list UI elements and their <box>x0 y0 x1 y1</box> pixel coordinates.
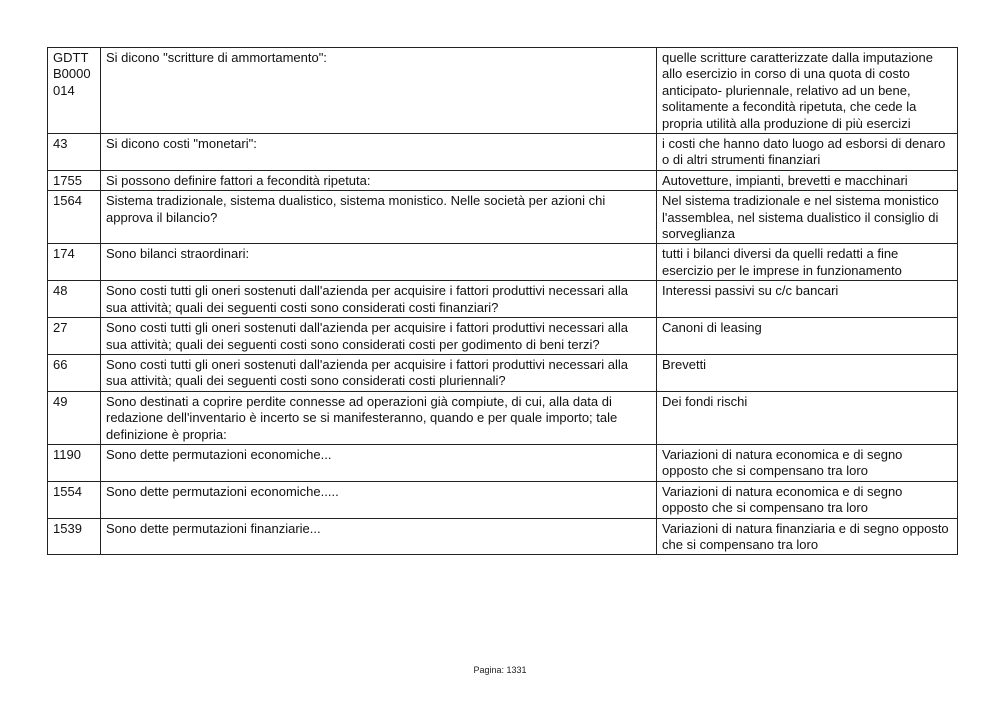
answer-text-cell: i costi che hanno dato luogo ad esborsi di denaro o di altri strumenti finanziari <box>657 134 958 171</box>
question-code-cell: 1554 <box>48 481 101 518</box>
table-row <box>48 281 958 318</box>
question-code-cell: 66 <box>48 354 101 391</box>
answer-text-cell: Nel sistema tradizionale e nel sistema monistico l'assemblea, nel sistema dualistico il consiglio di sorveglianza <box>657 191 958 244</box>
answer-text-cell: Brevetti <box>657 354 958 391</box>
answer-text-cell: Variazioni di natura economica e di segno opposto che si compensano tra loro <box>657 481 958 518</box>
answer-text-cell: quelle scritture caratterizzate dalla imputazione allo esercizio in corso di una quota di costo anticipato- pluriennale, relativo ad un bene, solitamente a fecondità ripetuta, che cede la propria utilità alla produzione di più esercizi <box>657 48 958 134</box>
question-code-cell: 1564 <box>48 191 101 244</box>
answer-text-cell: Interessi passivi su c/c bancari <box>657 281 958 318</box>
question-text-cell: Sono destinati a coprire perdite connesse ad operazioni già compiute, di cui, alla data di redazione dell'inventario è incerto se si manifesteranno, quando e per quale importo; tale definizione è propria: <box>101 391 657 444</box>
question-code-cell: 1755 <box>48 170 101 190</box>
table-row <box>48 244 958 281</box>
question-text-cell: Sono costi tutti gli oneri sostenuti dall'azienda per acquisire i fattori produttivi necessari alla sua attività; quali dei seguenti costi sono considerati costi finanziari? <box>101 281 657 318</box>
question-text-cell: Sono dette permutazioni economiche... <box>101 444 657 481</box>
question-text-cell: Sono dette permutazioni finanziarie... <box>101 518 657 555</box>
question-code-cell: 49 <box>48 391 101 444</box>
question-code-cell: 174 <box>48 244 101 281</box>
table-row <box>48 48 958 134</box>
question-code-cell: 27 <box>48 318 101 355</box>
question-code-cell: 48 <box>48 281 101 318</box>
question-text-cell: Si dicono costi "monetari": <box>101 134 657 171</box>
answer-text-cell: Variazioni di natura finanziaria e di segno opposto che si compensano tra loro <box>657 518 958 555</box>
question-text-cell: Sono costi tutti gli oneri sostenuti dall'azienda per acquisire i fattori produttivi necessari alla sua attività; quali dei seguenti costi sono considerati costi per godimento di beni terzi? <box>101 318 657 355</box>
table-row <box>48 354 958 391</box>
answer-text-cell: Dei fondi rischi <box>657 391 958 444</box>
table-row <box>48 444 958 481</box>
question-code-cell: GDTTB0000014 <box>48 48 101 134</box>
table-row <box>48 481 958 518</box>
table-row <box>48 318 958 355</box>
question-text-cell: Sono dette permutazioni economiche..... <box>101 481 657 518</box>
question-code-cell: 1539 <box>48 518 101 555</box>
table-row <box>48 518 958 555</box>
question-code-cell: 1190 <box>48 444 101 481</box>
question-code-cell: 43 <box>48 134 101 171</box>
table-row <box>48 170 958 190</box>
questions-table-body <box>48 48 958 555</box>
answer-text-cell: Autovetture, impianti, brevetti e macchinari <box>657 170 958 190</box>
answer-text-cell: Variazioni di natura economica e di segno opposto che si compensano tra loro <box>657 444 958 481</box>
questions-table <box>47 47 958 555</box>
table-row <box>48 191 958 244</box>
answer-text-cell: Canoni di leasing <box>657 318 958 355</box>
question-text-cell: Sono costi tutti gli oneri sostenuti dall'azienda per acquisire i fattori produttivi necessari alla sua attività; quali dei seguenti costi sono considerati costi pluriennali? <box>101 354 657 391</box>
table-row <box>48 134 958 171</box>
question-text-cell: Sistema tradizionale, sistema dualistico, sistema monistico. Nelle società per azioni chi approva il bilancio? <box>101 191 657 244</box>
question-text-cell: Sono bilanci straordinari: <box>101 244 657 281</box>
page-number: Pagina: 1331 <box>473 665 527 675</box>
table-row <box>48 391 958 444</box>
question-text-cell: Si dicono "scritture di ammortamento": <box>101 48 657 134</box>
answer-text-cell: tutti i bilanci diversi da quelli redatti a fine esercizio per le imprese in funzionamento <box>657 244 958 281</box>
page-footer <box>0 665 1000 675</box>
question-text-cell: Si possono definire fattori a fecondità ripetuta: <box>101 170 657 190</box>
